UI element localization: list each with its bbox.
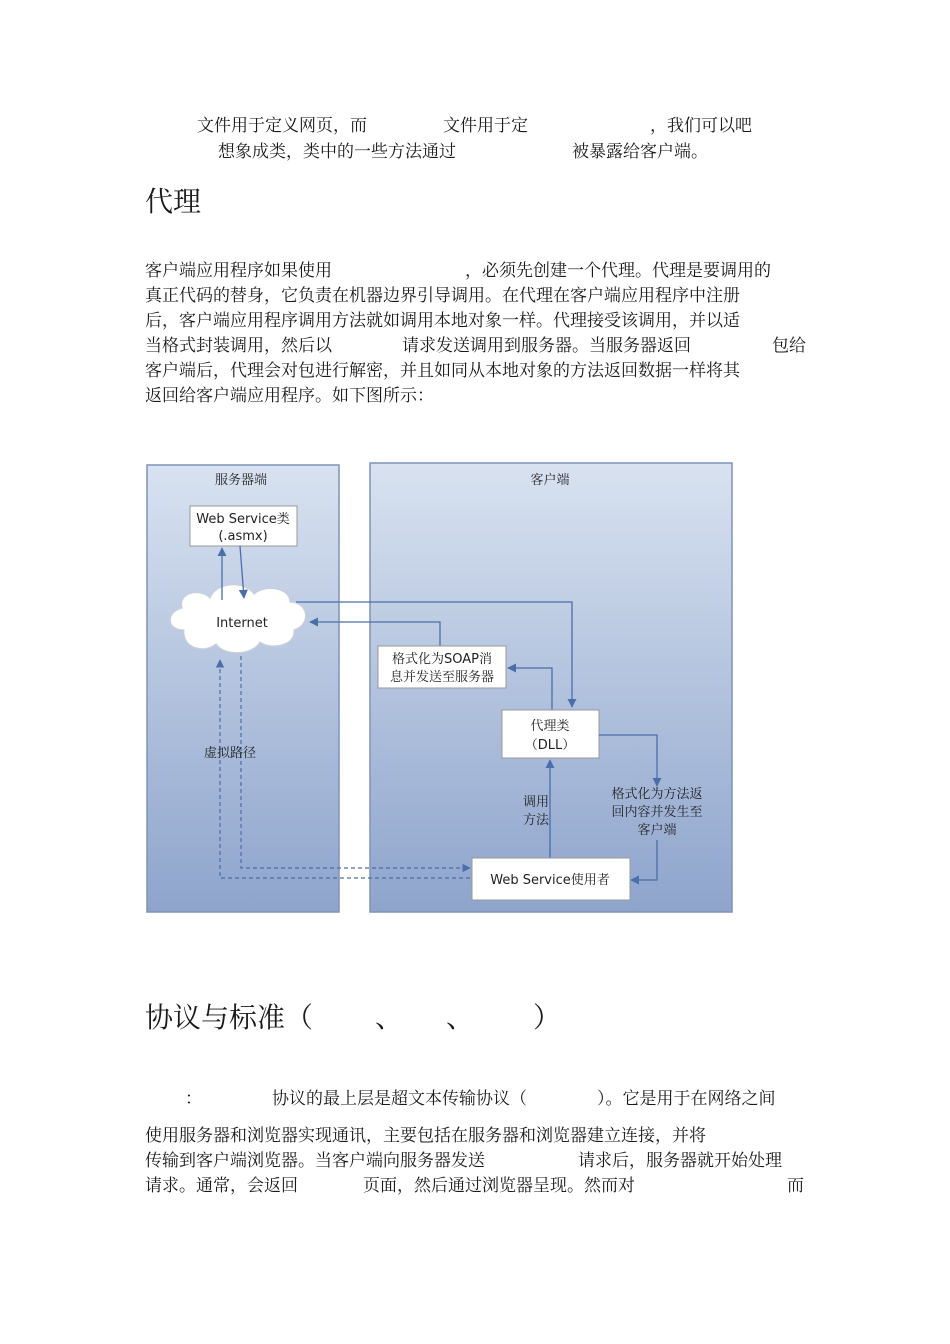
intro-text-2b: 被暴露给客户端。 xyxy=(572,142,708,162)
proxy-class-label-2: （DLL） xyxy=(524,738,576,753)
server-panel-title: 服务器端 xyxy=(214,473,268,488)
ws-class-label-1: Web Service类 xyxy=(196,512,290,527)
proxy-class-label-1: 代理类 xyxy=(530,719,570,734)
heading-protocol-c: 、 xyxy=(446,1001,475,1034)
proxy-para-2: 真正代码的替身，它负责在机器边界引导调用。在代理在客户端应用程序中注册 xyxy=(145,286,740,306)
protocol-para-1a: ： xyxy=(185,1089,202,1109)
protocol-para-1b: 协议的最上层是超文本传输协议（ xyxy=(272,1089,527,1109)
ws-class-label-2: (.asmx) xyxy=(218,529,268,544)
heading-protocol-d: ） xyxy=(533,1001,562,1034)
protocol-para-4b: 页面，然后通过浏览器呈现。然而对 xyxy=(363,1176,635,1196)
proxy-para-3: 后，客户端应用程序调用方法就如调用本地对象一样。代理接受该调用，并以适 xyxy=(145,311,740,331)
call-method-label-1: 调用 xyxy=(522,795,550,810)
proxy-para-4c: 包给 xyxy=(772,336,806,356)
intro-text-1a: 文件用于定义网页，而 xyxy=(197,116,367,136)
intro-text-2a: 想象成类，类中的一些方法通过 xyxy=(218,142,456,162)
intro-text-1b: 文件用于定 xyxy=(443,116,528,136)
heading-protocol-a: 协议与标准（ xyxy=(145,1001,314,1034)
protocol-para-4a: 请求。通常，会返回 xyxy=(145,1176,298,1196)
intro-text-1c: ，我们可以吧 xyxy=(650,116,752,136)
protocol-para-1c: ）。它是用于在网络之间 xyxy=(597,1089,776,1109)
virtual-path-label: 虚拟路径 xyxy=(203,746,257,761)
proxy-para-1b: ，必须先创建一个代理。代理是要调用的 xyxy=(465,261,771,281)
protocol-para-2: 使用服务器和浏览器实现通讯，主要包括在服务器和浏览器建立连接，并将 xyxy=(145,1126,706,1146)
soap-format-label-2: 息并发送至服务器 xyxy=(389,670,495,685)
heading-protocol-b: 、 xyxy=(375,1001,404,1034)
proxy-para-4b: 请求发送调用到服务器。当服务器返回 xyxy=(402,336,691,356)
heading-proxy: 代理 xyxy=(145,185,202,218)
protocol-para-4c: 而 xyxy=(787,1176,804,1196)
call-method-label-2: 方法 xyxy=(522,813,550,828)
client-panel-title: 客户端 xyxy=(530,473,570,488)
proxy-para-1a: 客户端应用程序如果使用 xyxy=(145,261,332,281)
architecture-diagram xyxy=(144,460,744,920)
soap-format-label-1: 格式化为SOAP消 xyxy=(392,652,492,667)
internet-label: Internet xyxy=(216,616,268,631)
consumer-label: Web Service使用者 xyxy=(490,873,610,888)
format-return-label-2: 回内容并发生至 xyxy=(611,805,703,820)
protocol-para-3b: 请求后，服务器就开始处理 xyxy=(578,1151,782,1171)
format-return-label-3: 客户端 xyxy=(637,823,677,838)
proxy-para-6: 返回给客户端应用程序。如下图所示： xyxy=(145,386,434,406)
proxy-para-4a: 当格式封装调用，然后以 xyxy=(145,336,332,356)
proxy-para-5: 客户端后，代理会对包进行解密，并且如同从本地对象的方法返回数据一样将其 xyxy=(145,361,740,381)
format-return-label-1: 格式化为方法返 xyxy=(611,787,703,802)
protocol-para-3a: 传输到客户端浏览器。当客户端向服务器发送 xyxy=(145,1151,485,1171)
